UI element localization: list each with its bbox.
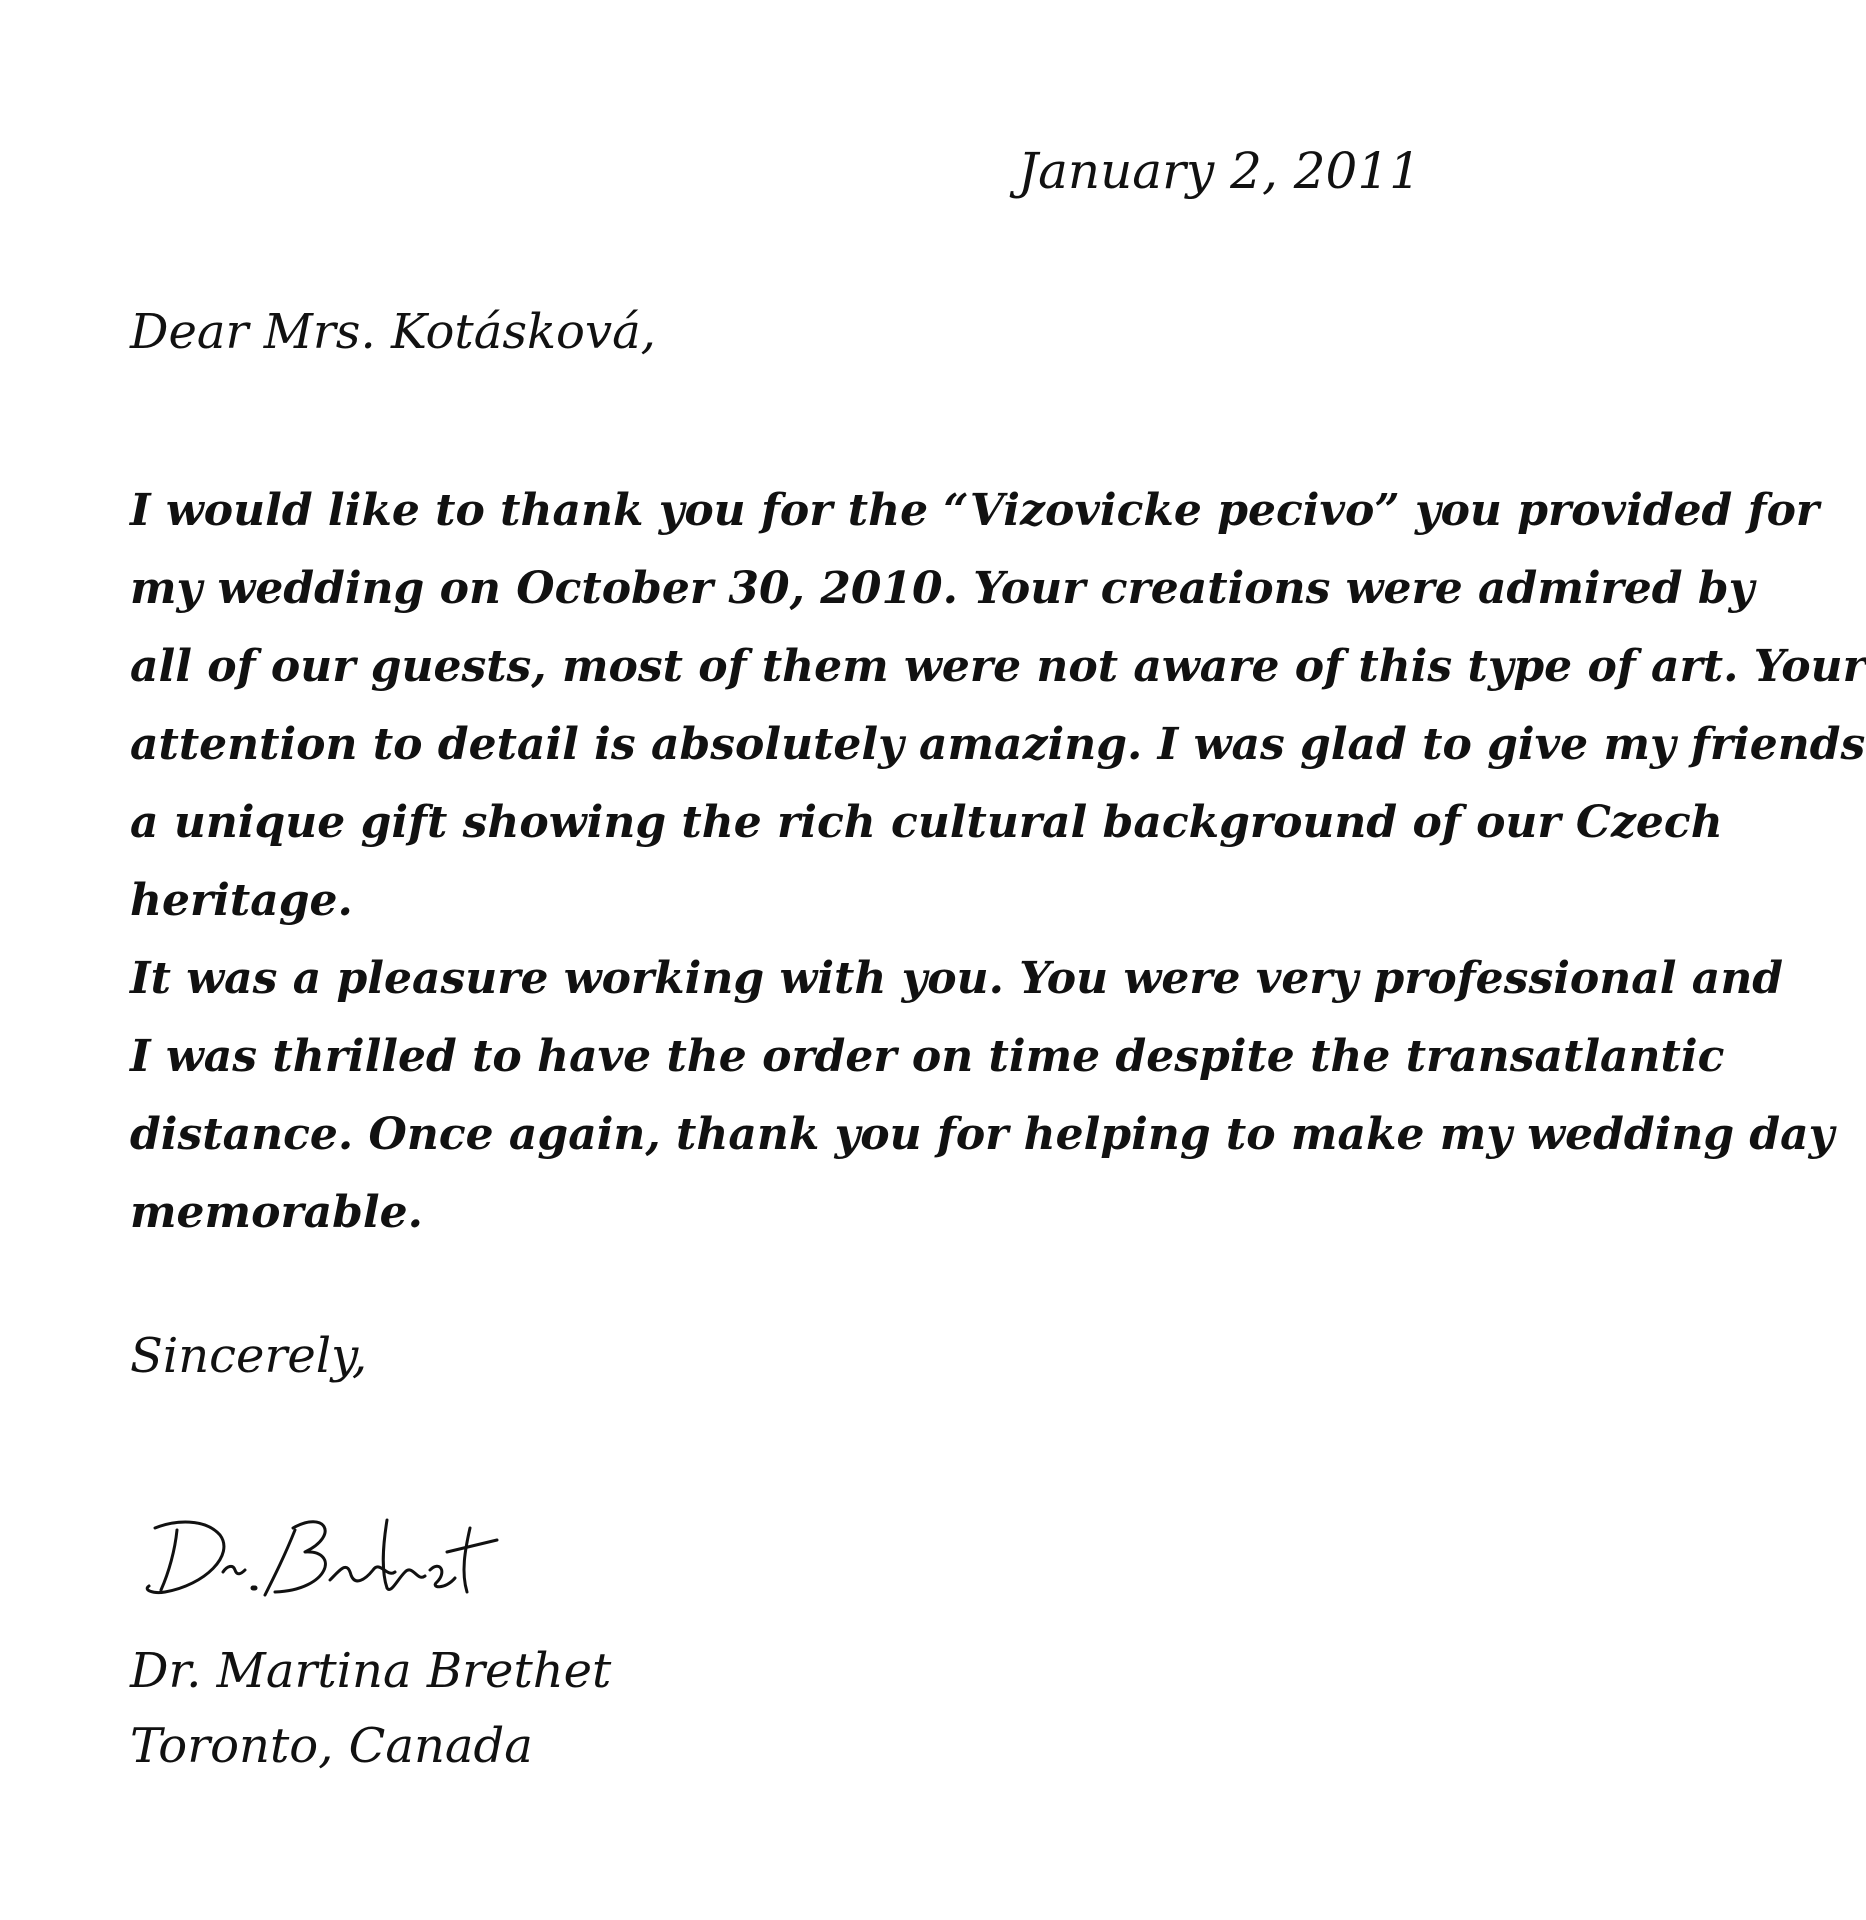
- body-line: distance. Once again, thank you for helping to make my wedding day: [130, 1109, 1835, 1160]
- body-line: heritage.: [130, 875, 353, 926]
- salutation: Dear Mrs. Kotásková,: [130, 304, 656, 360]
- body-line: I was thrilled to have the order on time despite the transatlantic: [130, 1031, 1725, 1082]
- body-line: I would like to thank you for the “Vizovicke pecivo” you provided for: [130, 485, 1820, 536]
- body-line: memorable.: [130, 1187, 423, 1238]
- signer-location: Toronto, Canada: [130, 1718, 533, 1774]
- body-line: It was a pleasure working with you. You were very professional and: [130, 953, 1784, 1004]
- signature-drawing: [125, 1500, 505, 1610]
- handwritten-signature: [125, 1500, 505, 1610]
- body-line: all of our guests, most of them were not aware of this type of art. Your: [130, 641, 1866, 692]
- body-line: my wedding on October 30, 2010. Your creations were admired by: [130, 563, 1755, 614]
- body-line: a unique gift showing the rich cultural background of our Czech: [130, 797, 1723, 848]
- closing: Sincerely,: [130, 1328, 368, 1384]
- letter-body: [130, 472, 1866, 1252]
- body-line: attention to detail is absolutely amazing. I was glad to give my friends: [130, 719, 1866, 770]
- signer-name: Dr. Martina Brethet: [130, 1643, 612, 1699]
- letter-date: January 2, 2011: [1018, 142, 1421, 200]
